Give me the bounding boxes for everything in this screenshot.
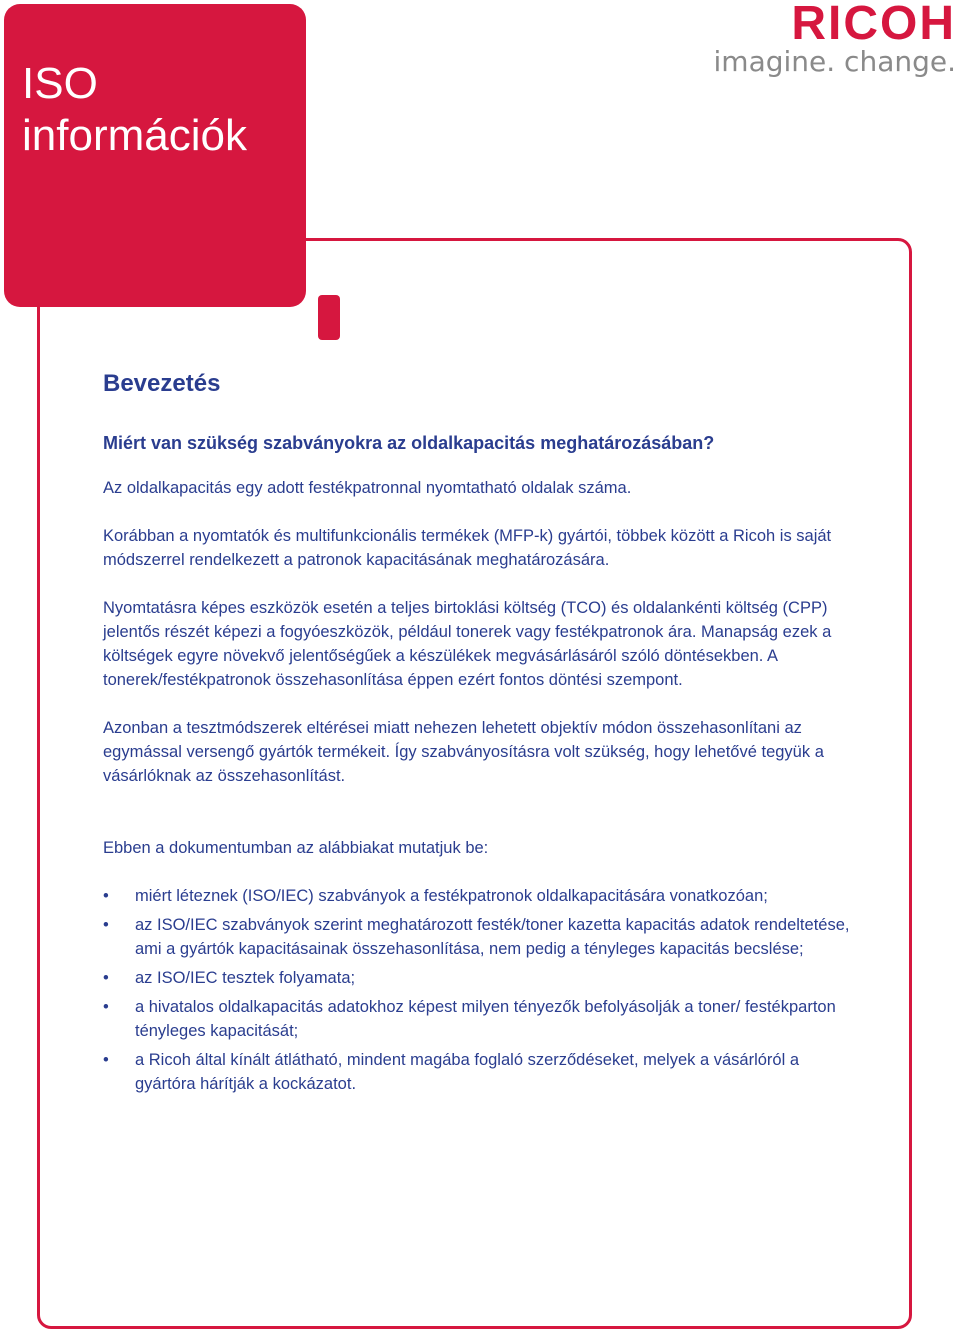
list-item-text: miért léteznek (ISO/IEC) szabványok a festékpatronok oldalkapacitására vonatkozóan; [135,887,768,905]
spacer [103,812,863,836]
ricoh-logo [714,2,956,76]
title-box [4,4,306,307]
paragraph-2: Korábban a nyomtatók és multifunkcionális termékek (MFP-k) gyártói, többek között a Ricoh is saját módszerrel rendelkezett a patronok kapacitásának meghatározására. [103,527,832,569]
document-body [103,368,863,1101]
bullet-icon: • [103,998,109,1016]
list-item [103,884,863,908]
paragraph-4: Azonban a tesztmódszerek eltérései miatt nehezen lehetett objektív módon összehasonlítani az egymással versengő gyártók termékeit. Így szabványosításra volt szükség, hogy lehetővé tegyük a vásárlóknak az összehasonlítást. [103,719,824,785]
title-line-1: ISO [22,59,98,108]
bullet-list [103,884,863,1096]
list-item [103,966,863,990]
paragraph-3: Nyomtatásra képes eszközök esetén a teljes birtoklási költség (TCO) és oldalankénti költség (CPP) jelentős részét képezi a fogyóeszközök, például tonerek vagy festékpatronok ára. Manapság ezek a költségek egyre növekvő jelentőségűek a készülékek megvásárlásáról szóló döntésekben. A tonerek/festékpatronok összehasonlítása éppen ezért fontos döntési szempont. [103,599,832,689]
bullet-icon: • [103,887,109,905]
list-item [103,1048,863,1096]
logo-tagline: imagine. change. [713,45,956,78]
bullet-icon: • [103,916,109,934]
list-item [103,995,863,1043]
page-title [22,58,306,162]
paragraph-1: Az oldalkapacitás egy adott festékpatronnal nyomtatható oldalak száma. [103,479,632,497]
list-item-text: a Ricoh által kínált átlátható, mindent magába foglaló szerződéseket, melyek a vásárlóról a gyártóra hárítják a kockázatot. [135,1051,800,1093]
title-line-2: információk [22,111,247,160]
bullet-icon: • [103,1051,109,1069]
list-item [103,913,863,961]
logo-wordmark: RICOH [791,0,956,50]
list-item-text: a hivatalos oldalkapacitás adatokhoz képest milyen tényezők befolyásolják a toner/ festékparton tényleges kapacitását; [135,998,836,1040]
list-item-text: az ISO/IEC tesztek folyamata; [135,969,356,987]
list-item-text: az ISO/IEC szabványok szerint meghatározott festék/toner kazetta kapacitás adatok rendeltetése, ami a gyártók kapacitásainak összehasonlítása, nem pedig a tényleges kapacitás becslése; [135,916,850,958]
section-heading: Bevezetés [103,370,221,397]
paragraph-5: Ebben a dokumentumban az alábbiakat mutatjuk be: [103,839,489,857]
bullet-icon: • [103,969,109,987]
section-question: Miért van szükség szabványokra az oldalkapacitás meghatározásában? [103,433,715,453]
title-tab-decoration [318,295,340,340]
